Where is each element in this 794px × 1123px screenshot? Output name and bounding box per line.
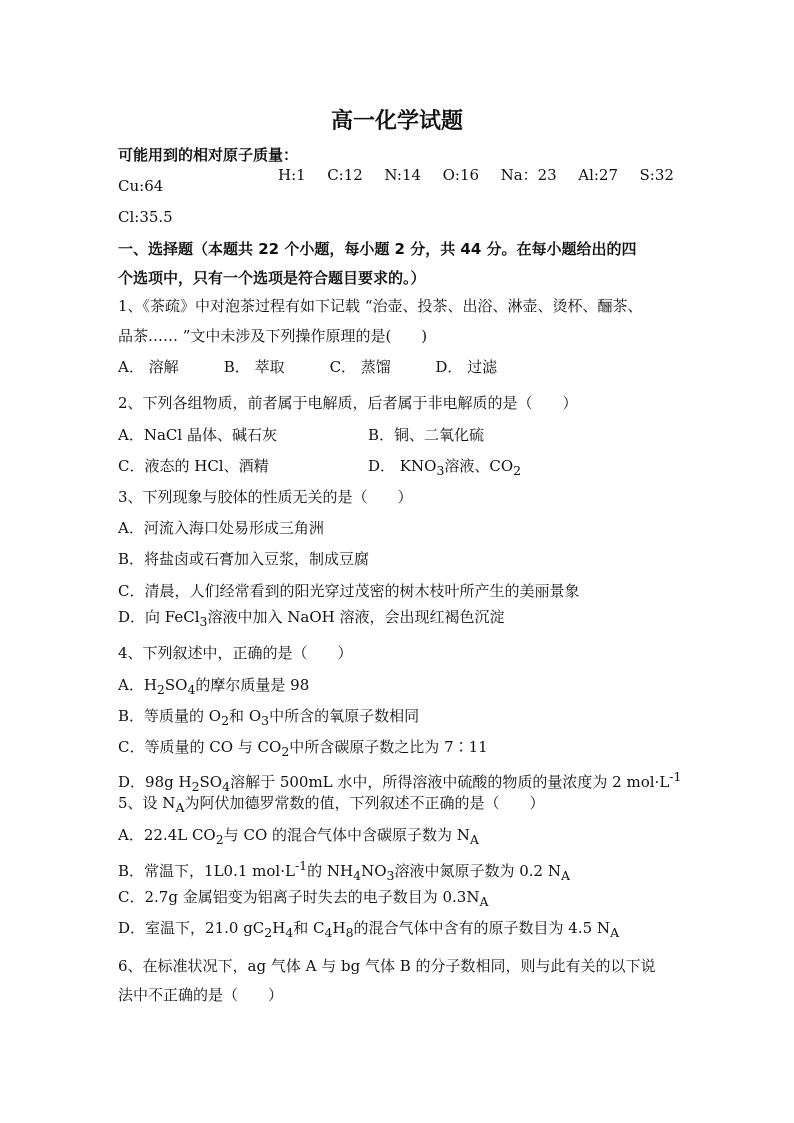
mass-item: Na：23 bbox=[500, 166, 557, 184]
q5-option-b: B．常温下，1L0.1 $mol\cdot L^{-1}$的 $NH_4NO_3$溶液中氮原子数为 0.2 $N_A$ bbox=[118, 858, 571, 883]
q6-stem-line2: 法中不正确的是（ ） bbox=[118, 986, 284, 1004]
section-heading-line2: 个选项中，只有一个选项是符合题目要求的。） bbox=[118, 269, 426, 287]
q5-option-c: C．2.7g 金属铝变为铝离子时失去的电子数目为 $0.3N_A$ bbox=[118, 888, 489, 909]
q1-stem-line1: 1、《茶疏》中对泡茶过程有如下记载 “治壶、投茶、出浴、淋壶、烫杯、酾茶、 bbox=[118, 297, 643, 315]
atomic-mass-cl: Cl:35.5 bbox=[118, 208, 173, 226]
q3-option-c: C．清晨，人们经常看到的阳光穿过茂密的树木枝叶所产生的美丽景象 bbox=[118, 582, 580, 600]
q4-option-c: C．等质量的 CO 与 $CO_2$中所含碳原子数之比为 7∶11 bbox=[118, 738, 488, 759]
mass-item: Al:27 bbox=[578, 166, 619, 184]
atomic-masses-label: 可能用到的相对原子质量： bbox=[118, 146, 299, 164]
page-title: 高一化学试题 bbox=[330, 109, 463, 134]
q2-stem: 2、下列各组物质，前者属于电解质，后者属于非电解质的是（ ） bbox=[118, 394, 578, 412]
q1-stem-line2: 品茶…… ”文中未涉及下列操作原理的是( ) bbox=[118, 327, 428, 345]
q4-option-b: B．等质量的 $O_2$和 $O_3$中所含的氧原子数相同 bbox=[118, 707, 420, 728]
q1-options bbox=[118, 357, 497, 377]
q1-option-c: C． 蒸馏 bbox=[329, 358, 391, 376]
q2-option-a: A．NaCl 晶体、碱石灰 bbox=[118, 426, 277, 444]
q2-option-c: C．液态的 HCl、酒精 bbox=[118, 457, 269, 475]
q3-option-b: B．将盐卤或石膏加入豆浆，制成豆腐 bbox=[118, 550, 370, 568]
q4-option-d: D．98g $H_2SO_4$溶解于 500mL 水中，所得溶液中硫酸的物质的量浓度为 2 $mol\cdot L^{-1}$ bbox=[118, 769, 682, 794]
q2-options-cd bbox=[118, 456, 521, 481]
q2-option-b: B．铜、二氧化硫 bbox=[368, 426, 485, 444]
q3-option-a: A．河流入海口处易形成三角洲 bbox=[118, 519, 324, 537]
q1-option-b: B． 萃取 bbox=[223, 358, 285, 376]
q6-stem-line1: 6、在标准状况下，ag 气体 A 与 bg 气体 B 的分子数相同，则与此有关的以下说 bbox=[118, 957, 656, 975]
mass-item: H:1 bbox=[278, 166, 306, 184]
q2-option-d: D． $KNO_3$溶液、$CO_2$ bbox=[368, 457, 522, 478]
mass-item: C:12 bbox=[327, 166, 363, 184]
section-heading-line1: 一、选择题（本题共 22 个小题，每小题 2 分，共 44 分。在每小题给出的四 bbox=[118, 240, 637, 258]
mass-item: S:32 bbox=[639, 166, 674, 184]
q1-option-a: A． 溶解 bbox=[118, 358, 179, 376]
q3-option-d: D．向 FeCl$_3$溶液中加入 NaOH 溶液，会出现红褐色沉淀 bbox=[118, 608, 505, 629]
q4-option-a: A．$H_2SO_4$的摩尔质量是 98 bbox=[118, 676, 310, 697]
q5-option-d: D．室温下，21.0 $gC_2H_4$和 $C_4H_8$的混合气体中含有的原子数目为 4.5 $N_A$ bbox=[118, 919, 620, 940]
q3-stem: 3、下列现象与胶体的性质无关的是（ ） bbox=[118, 488, 413, 506]
mass-item: N:14 bbox=[384, 166, 422, 184]
mass-item: O:16 bbox=[442, 166, 480, 184]
q5-option-a: A．22.4L $CO_2$与 CO 的混合气体中含碳原子数为 $N_A$ bbox=[118, 826, 479, 847]
atomic-masses-line bbox=[118, 145, 674, 185]
q5-stem: 5、设 $N_A$为阿伏加德罗常数的值，下列叙述不正确的是（ ） bbox=[118, 794, 545, 815]
q1-option-d: D． 过滤 bbox=[435, 358, 498, 376]
q2-options-ab bbox=[118, 425, 484, 445]
q4-stem: 4、下列叙述中，正确的是（ ） bbox=[118, 644, 353, 662]
atomic-mass-cu: Cu:64 bbox=[118, 177, 164, 195]
atomic-masses-list bbox=[278, 165, 674, 185]
